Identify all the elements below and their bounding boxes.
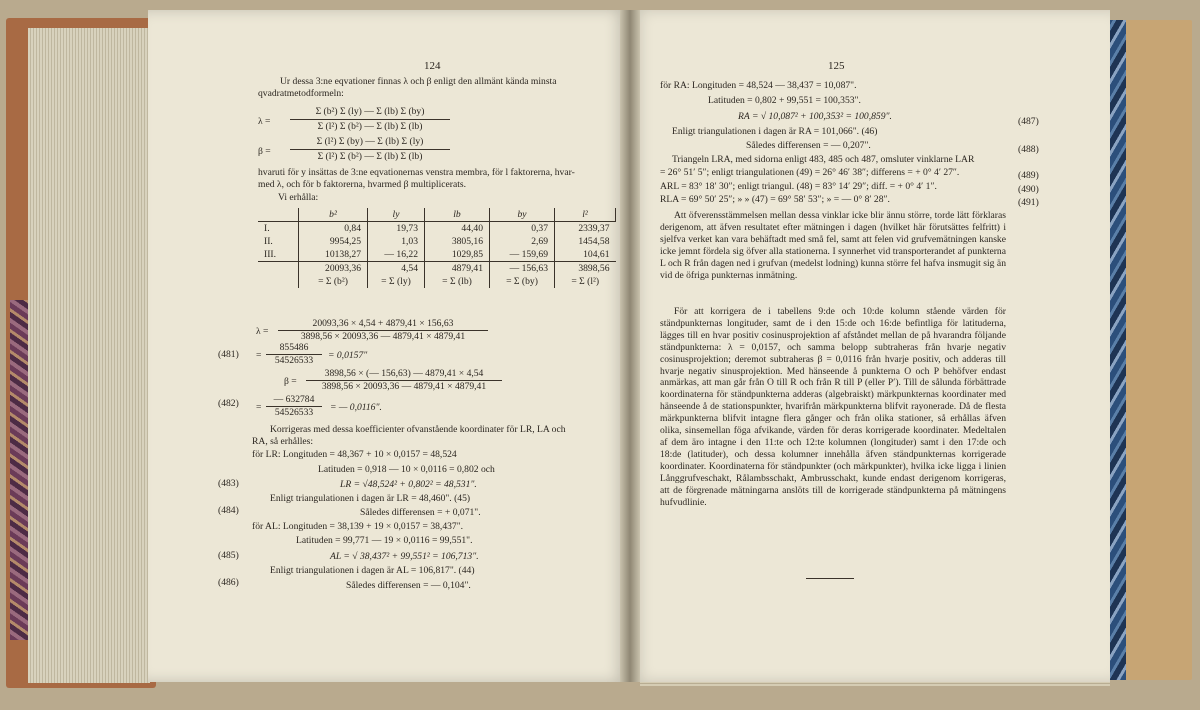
lr-latitude: Latituden = 0,918 — 10 × 0,0116 = 0,802 och bbox=[318, 464, 495, 475]
beta-formula-numerator: Σ (l²) Σ (by) — Σ (lb) Σ (ly) bbox=[316, 136, 424, 147]
paragraph-2: För att korrigera de i tabellens 9:de och 10:de kolumn stående värden för ständpunkternas longituder, samt de i den 15:de och 16:de befintliga för latituderna, lägges till en hvar positiv cosinusprojektion af afståndet mellan de på hvarandra följande ständpunkterna: λ = 0,0157, och samma belopp subtraheras från hvarje negativ cosinusprojektion; deremot subtraheras β = 0,0116 från hvarje positiv, och adderas till hvarje negativ sinusprojektion. Med hänseende å punkterna O och P behöfver endast anmärkas, att man går från O till R och från R till P (eller P′). Till de sålunda förbättrade koordinaterna för ständpunkterna adderas (algebraiskt) märkpunkternas koordinater med hänseende å de stationspunkter, hvarifrån märkpunkterna blifvit rayonerade. Då de flesta märkpunkterna blifvit intagne flera gånger och från olika stationer, så erhållas äfven olika, sinsemellan föga afvikande, värden för deras korrigerade koordinater. Medeltalen af dem äro intagne i den 11:te och 12:te kolumnen (longituder) samt i den 17:de och 18:de (latituder), och dessa kolumner innehålla äfven ständpunkternas korrigerade koordinater. Koordinaterna för ständpunkter (och märkpunkter), hvilka icke ligga i linien Långgrufveschakt, Rålambsschakt, Ambrusschakt, kunde endast derigenom korrigeras, att de förgrenade mätningarna anslöts till de korrigerade ständpunkterna på mätningens hufvudlinie. bbox=[660, 306, 1006, 508]
sum-cell: — 156,63 bbox=[490, 262, 555, 276]
margin-number: (483) bbox=[218, 478, 239, 489]
lambda-formula-numerator: Σ (b²) Σ (ly) — Σ (lb) Σ (by) bbox=[315, 106, 425, 117]
lambda-symbol: λ = bbox=[256, 326, 269, 337]
table-header: by bbox=[490, 208, 555, 222]
sum-cell: 4,54 bbox=[368, 262, 425, 276]
sum-cell: 4879,41 bbox=[425, 262, 490, 276]
section-rule bbox=[806, 578, 854, 579]
al-triangulation: Enligt triangulationen i dagen är AL = 106,817". (44) bbox=[270, 565, 475, 576]
margin-number: (482) bbox=[218, 398, 239, 409]
eq482-denominator: 54526533 bbox=[274, 407, 314, 418]
table-sum-label-row bbox=[258, 275, 616, 288]
sum-cell: 3898,56 bbox=[555, 262, 616, 276]
sum-cell: 20093,36 bbox=[299, 262, 368, 276]
beta-symbol: β = bbox=[258, 146, 271, 157]
table-header: b² bbox=[299, 208, 368, 222]
eq482-numerator: — 632784 bbox=[273, 394, 315, 405]
lr-longitude: för LR: Longituden = 48,367 + 10 × 0,0157 = 48,524 bbox=[252, 449, 457, 460]
ra-triangulation: Enligt triangulationen i dagen är RA = 101,066". (46) bbox=[672, 126, 878, 137]
table-cell: 0,37 bbox=[490, 222, 555, 236]
margin-number: (481) bbox=[218, 349, 239, 360]
sum-label: = Σ (lb) bbox=[425, 275, 490, 288]
margin-number: (485) bbox=[218, 550, 239, 561]
eq481-result: = 0,0157" bbox=[328, 350, 368, 361]
fraction-bar bbox=[290, 149, 450, 150]
lambda-formula-denominator: Σ (l²) Σ (b²) — Σ (lb) Σ (lb) bbox=[317, 121, 423, 132]
book-cover-right bbox=[1120, 20, 1192, 680]
explanation-line-2: med λ, och för b faktorerna, hvarmed β multiplicerats. bbox=[258, 179, 466, 190]
al-difference: Således differensen = — 0,104". bbox=[346, 580, 471, 591]
table-cell: 1,03 bbox=[368, 235, 425, 248]
intro-line-2: qvadratmetodformeln: bbox=[258, 88, 344, 99]
lr-difference: Således differensen = + 0,071". bbox=[360, 507, 481, 518]
table-row bbox=[258, 235, 616, 248]
coefficients-table bbox=[258, 208, 616, 288]
intro-line-1: Ur dessa 3:ne eqvationer finnas λ och β enligt den allmänt kända minsta bbox=[280, 76, 557, 87]
margin-number: (490) bbox=[1018, 184, 1039, 195]
table-cell: 3805,16 bbox=[425, 235, 490, 248]
sum-label: = Σ (l²) bbox=[555, 275, 616, 288]
table-sum-row bbox=[258, 262, 616, 276]
table-cell: 104,61 bbox=[555, 248, 616, 262]
table-cell: 1029,85 bbox=[425, 248, 490, 262]
margin-number: (491) bbox=[1018, 197, 1039, 208]
korrigeras-line-2: RA, så erhålles: bbox=[252, 436, 314, 447]
margin-number: (489) bbox=[1018, 170, 1039, 181]
al-longitude: för AL: Longituden = 38,139 + 19 × 0,0157 = 38,437". bbox=[252, 521, 464, 532]
table-cell: 0,84 bbox=[299, 222, 368, 236]
table-cell: 1454,58 bbox=[555, 235, 616, 248]
lambda-numeric-denominator: 3898,56 × 20093,36 — 4879,41 × 4879,41 bbox=[300, 331, 466, 342]
margin-number: (484) bbox=[218, 505, 239, 516]
right-page-number: 125 bbox=[828, 60, 845, 72]
sum-label: = Σ (by) bbox=[490, 275, 555, 288]
triangle-line-3: ARL = 83° 18′ 30″; enligt triangul. (48) = 83° 14′ 29″; diff. = + 0° 4′ 1″. bbox=[660, 181, 937, 192]
table-cell: 44,40 bbox=[425, 222, 490, 236]
table-cell: — 16,22 bbox=[368, 248, 425, 262]
eq482-result: = — 0,0116". bbox=[330, 402, 382, 413]
ra-difference: Således differensen = — 0,207". bbox=[746, 140, 871, 151]
table-row bbox=[258, 222, 616, 236]
korrigeras-line-1: Korrigeras med dessa koefficienter ofvanstående koordinater för LR, LA och bbox=[270, 424, 566, 435]
table-cell: 10138,27 bbox=[299, 248, 368, 262]
sum-label: = Σ (b²) bbox=[299, 275, 368, 288]
left-page-number: 124 bbox=[424, 60, 441, 72]
page-edges-left bbox=[28, 28, 150, 683]
paragraph-1: Att öfverensstämmelsen mellan dessa vinklar icke blir ännu större, torde lätt förklaras derigenom, att äfven resultatet efter mätningen i dagen (hvilket här förutsättes felfritt) i sjelfva verket kan vara behäftadt med små fel, samt att felen vid grufvemätningen kanske icke jemnt fördela sig öfver alla stationerna. I synnerhet vid transporterandet af punkterna L och R från dagen ned i grufvan (medelst lodning) kunna större fel hafva insmugit sig än vid de öfriga punkternas inmätning. bbox=[660, 210, 1006, 281]
vi-erhalla: Vi erhålla: bbox=[278, 192, 319, 203]
beta-formula-denominator: Σ (l²) Σ (b²) — Σ (lb) Σ (lb) bbox=[317, 151, 423, 162]
table-cell: 2339,37 bbox=[555, 222, 616, 236]
lambda-numeric-numerator: 20093,36 × 4,54 + 4879,41 × 156,63 bbox=[312, 318, 454, 329]
ra-equation: RA = √ 10,087² + 100,353² = 100,859". bbox=[738, 111, 892, 122]
triangle-line-2: = 26° 51′ 5″; enligt triangulationen (49) = 26° 46′ 38″; differens = + 0° 4′ 27″. bbox=[660, 167, 960, 178]
al-equation: AL = √ 38,437² + 99,551² = 106,713". bbox=[330, 551, 479, 562]
lambda-symbol: λ = bbox=[258, 116, 271, 127]
al-latitude: Latituden = 99,771 — 19 × 0,0116 = 99,551". bbox=[296, 535, 473, 546]
triangle-line-4: RLA = 69° 50′ 25″; » » (47) = 69° 58′ 53″; » = — 0° 8′ 28″. bbox=[660, 194, 890, 205]
table-header: lb bbox=[425, 208, 490, 222]
table-corner bbox=[258, 208, 299, 222]
row-label: III. bbox=[258, 248, 299, 262]
table-cell: — 159,69 bbox=[490, 248, 555, 262]
margin-number: (487) bbox=[1018, 116, 1039, 127]
table-header: ly bbox=[368, 208, 425, 222]
fraction-bar bbox=[290, 119, 450, 120]
eq481-denominator: 54526533 bbox=[274, 355, 314, 366]
row-label: I. bbox=[258, 222, 299, 236]
book-spine bbox=[620, 10, 640, 682]
eq481-numerator: 855486 bbox=[279, 342, 309, 353]
ra-longitude: för RA: Longituden = 48,524 — 38,437 = 10,087". bbox=[660, 80, 857, 91]
beta-numeric-numerator: 3898,56 × (— 156,63) — 4879,41 × 4,54 bbox=[324, 368, 484, 379]
table-row bbox=[258, 248, 616, 262]
beta-numeric-denominator: 3898,56 × 20093,36 — 4879,41 × 4879,41 bbox=[321, 381, 487, 392]
table-header: l² bbox=[555, 208, 616, 222]
margin-number: (486) bbox=[218, 577, 239, 588]
beta-symbol: β = bbox=[284, 376, 297, 387]
triangle-line-1: Triangeln LRA, med sidorna enligt 483, 485 och 487, omsluter vinklarne LAR bbox=[672, 154, 975, 165]
sum-label: = Σ (ly) bbox=[368, 275, 425, 288]
table-cell: 9954,25 bbox=[299, 235, 368, 248]
lr-triangulation: Enligt triangulationen i dagen är LR = 48,460". (45) bbox=[270, 493, 471, 504]
ra-latitude: Latituden = 0,802 + 99,551 = 100,353". bbox=[708, 95, 861, 106]
lr-equation: LR = √48,524² + 0,802² = 48,531". bbox=[340, 479, 477, 490]
table-cell: 2,69 bbox=[490, 235, 555, 248]
row-label: II. bbox=[258, 235, 299, 248]
table-cell: 19,73 bbox=[368, 222, 425, 236]
margin-number: (488) bbox=[1018, 144, 1039, 155]
explanation-line-1: hvaruti för y insättas de 3:ne eqvationernas venstra membra, för l faktorerna, hvar- bbox=[258, 167, 575, 178]
